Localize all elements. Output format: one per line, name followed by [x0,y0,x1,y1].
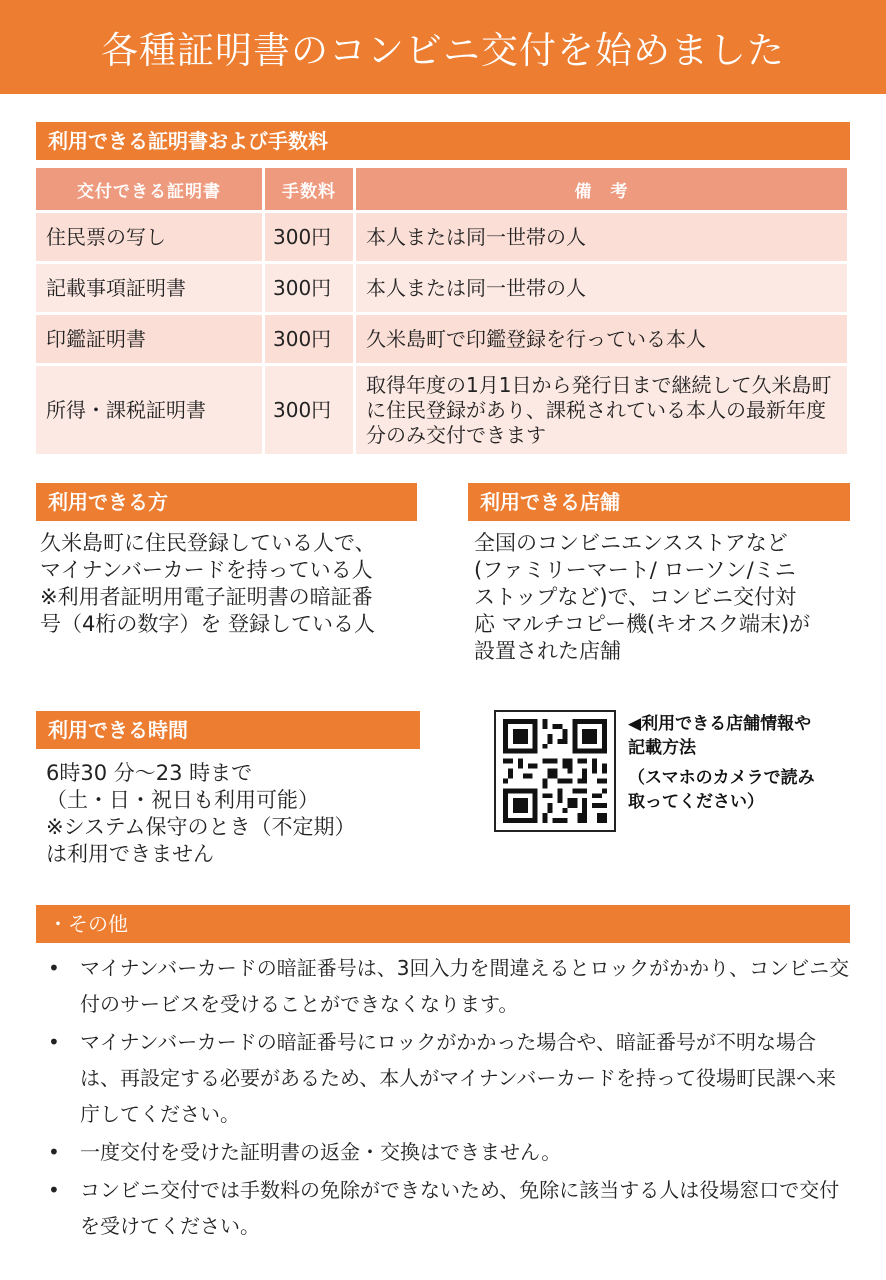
table-row [36,213,850,264]
page-banner [0,0,886,94]
table-row [36,264,850,315]
who-line: 久米島町に住民登録している人で、 [40,531,376,555]
certificate-name: 住民票の写し [36,213,265,264]
certificate-note: 取得年度の1月1日から発行日まで継続して久米島町に住民登録があり、課税されている本人の最新年度分のみ交付できます [356,366,850,457]
list-item [44,950,854,1022]
table-row [36,315,850,366]
certificate-fee: 300円 [265,264,356,315]
who-description [40,530,376,638]
certificate-fee: 300円 [265,315,356,366]
certificate-fee: 300円 [265,213,356,264]
stores-line: (ファミリーマート/ ローソン/ミニ [474,558,796,582]
hours-line: は利用できません [46,842,214,866]
qr-caption [628,712,868,814]
hours-section-heading: 利用できる時間 [36,711,420,749]
who-section-heading: 利用できる方 [36,483,417,521]
list-item [44,1134,854,1170]
bullet-icon: • [48,1140,60,1164]
fees-table [36,168,850,457]
certificate-note: 久米島町で印鑑登録を行っている本人 [356,315,850,366]
qr-caption-line: 記載方法 [628,738,696,758]
qr-code-icon [503,719,607,823]
page-title: 各種証明書のコンビニ交付を始めました [101,29,785,72]
qr-caption-line: （スマホのカメラで読み [628,768,815,788]
hours-line: （土・日・祝日も利用可能） [46,788,319,812]
note-text: 一度交付を受けた証明書の返金・交換はできません。 [80,1140,562,1164]
qr-code[interactable] [494,710,616,832]
table-row [36,366,850,457]
bullet-icon: • [48,1030,60,1054]
hours-description [46,760,356,868]
certificate-name: 所得・課税証明書 [36,366,265,457]
stores-line: 応 マルチコピー機(キオスク端末)が [474,612,811,636]
bullet-icon: • [48,1178,60,1202]
notes-list [44,950,854,1246]
note-text: マイナンバーカードの暗証番号は、3回入力を間違えるとロックがかかり、コンビニ交付のサービスを受けることができなくなります。 [80,956,850,1016]
note-text: コンビニ交付では手数料の免除ができないため、免除に該当する人は役場窓口で交付を受けてください。 [80,1178,840,1238]
who-line: 号（4桁の数字）を 登録している人 [40,612,376,636]
fees-section-heading: 利用できる証明書および手数料 [36,122,850,160]
stores-section-heading: 利用できる店舗 [468,483,850,521]
stores-description [474,530,810,665]
certificate-name: 印鑑証明書 [36,315,265,366]
column-header-fee: 手数料 [265,168,356,213]
list-item [44,1024,854,1132]
list-item [44,1172,854,1244]
other-section-heading: ・その他 [36,905,850,943]
certificate-note: 本人または同一世帯の人 [356,213,850,264]
hours-line: ※システム保守のとき（不定期） [46,815,356,839]
hours-line: 6時30 分～23 時まで [46,761,253,785]
certificate-fee: 300円 [265,366,356,457]
qr-caption-line: 取ってください） [628,792,764,812]
stores-line: 設置された店舗 [474,639,621,663]
stores-line: ストップなど)で、コンビニ交付対 [474,585,797,609]
qr-caption-line: ◀利用できる店舗情報や [628,714,812,734]
column-header-certificate: 交付できる証明書 [36,168,265,213]
certificate-note: 本人または同一世帯の人 [356,264,850,315]
note-text: マイナンバーカードの暗証番号にロックがかかった場合や、暗証番号が不明な場合は、再設定する必要があるため、本人がマイナンバーカードを持って役場町民課へ来庁してください。 [80,1030,836,1126]
column-header-remarks: 備 考 [356,168,850,213]
table-header-row [36,168,850,213]
stores-line: 全国のコンビニエンスストアなど [474,531,788,555]
bullet-icon: • [48,956,60,980]
who-line: ※利用者証明用電子証明書の暗証番 [40,585,373,609]
who-line: マイナンバーカードを持っている人 [40,558,373,582]
certificate-name: 記載事項証明書 [36,264,265,315]
